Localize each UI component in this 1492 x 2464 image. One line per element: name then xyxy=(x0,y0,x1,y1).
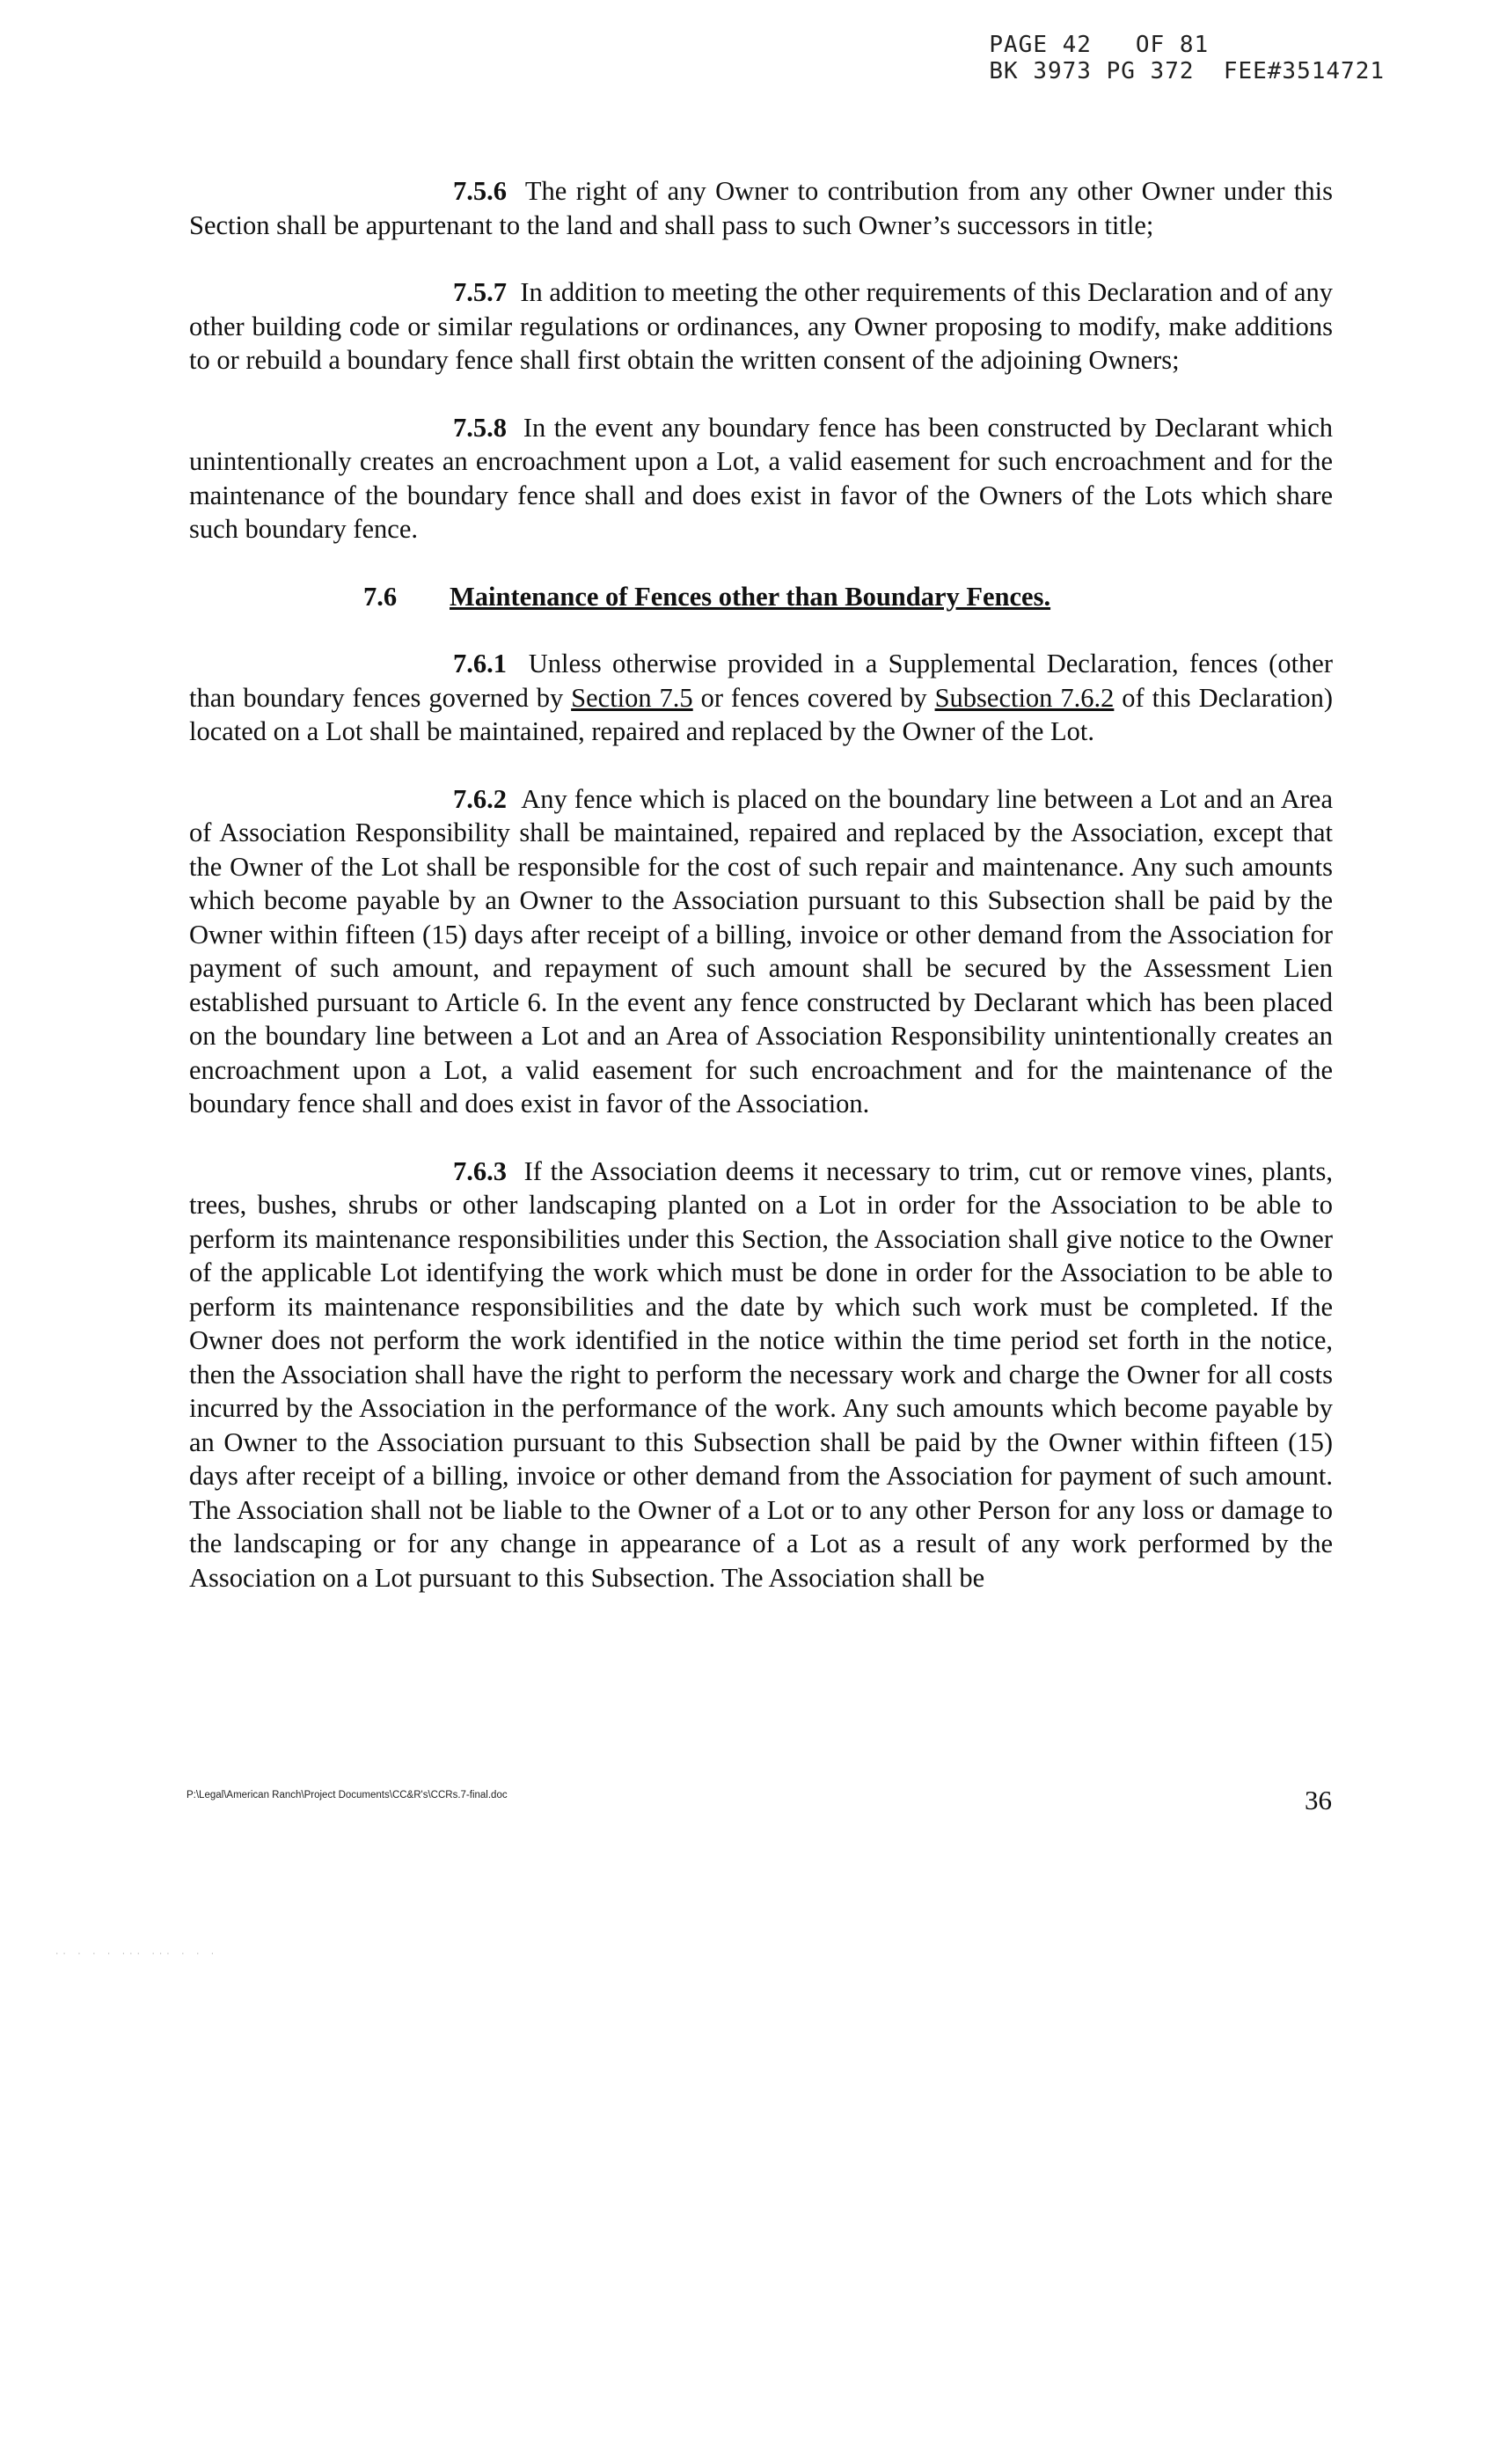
section-7-6-3 xyxy=(189,1155,1333,1595)
page-number: 36 xyxy=(1305,1785,1332,1815)
section-7-6-heading xyxy=(189,580,1333,614)
cross-reference-section-7-5: Section 7.5 xyxy=(571,682,693,713)
section-7-5-8 xyxy=(189,411,1333,546)
section-7-6-2 xyxy=(189,782,1333,1121)
section-text: Unless otherwise provided in a Supplemental Declaration, fences (other than boundary fences governed by xyxy=(189,649,1334,713)
section-text: If the Association deems it necessary to trim, cut or remove vines, plants, trees, bushes, shrubs or other landscaping planted on a Lot in order for the Association to be able to perform its maintenance responsibilities under this Section, the Association shall give notice to the Owner of the applicable Lot identifying the work which must be done in order for the Association to be able to perform its maintenance responsibilities and the date by which such work must be completed. If the Owner does not perform the work identified in the notice within the time period set forth in the notice, then the Association shall have the right to perform the necessary work and charge the Owner for all costs incurred by the Association in the performance of the work. Any such amounts which become payable by an Owner to the Association pursuant to this Subsection shall be paid by the Owner within fifteen (15) days after receipt of a billing, invoice or other demand from the Association for payment of such amount. The Association shall not be liable to the Owner of a Lot or to any other Person for any loss or damage to the landscaping or for any change in appearance of a Lot as a result of any work performed by the Association on a Lot pursuant to this Subsection. The Association shall be xyxy=(189,1155,1333,1593)
section-number: 7.6.3 xyxy=(453,1155,507,1186)
footer-file-path: P:\Legal\American Ranch\Project Documents\CC&R's\CCRs.7-final.doc xyxy=(186,1790,508,1800)
stamp-page-count: PAGE 42 OF 81 xyxy=(989,32,1210,58)
section-number: 7.5.6 xyxy=(453,176,507,206)
section-number: 7.5.7 xyxy=(453,277,507,307)
section-text: or fences covered by xyxy=(692,682,935,713)
heading-number: 7.6 xyxy=(363,581,398,612)
recording-stamp xyxy=(989,32,1385,84)
section-7-5-7 xyxy=(189,275,1333,378)
section-text: The right of any Owner to contribution from any other Owner under this Section shall be appurtenant to the land and shall pass to such Owner’s successors in title; xyxy=(189,176,1333,240)
section-text: of this Declaration) located on a Lot shall be maintained, repaired and replaced by the Owner of the Lot. xyxy=(189,682,1333,746)
section-7-5-6 xyxy=(189,174,1333,242)
heading-title: Maintenance of Fences other than Boundary Fences. xyxy=(450,581,1051,612)
section-text: Any fence which is placed on the boundary line between a Lot and an Area of Association Responsibility shall be maintained, repaired and replaced by the Association, except that the Owner of the Lot shall be responsible for the cost of such repair and maintenance. Any such amounts which become payable by an Owner to the Association pursuant to this Subsection shall be paid by the Owner within fifteen (15) days after receipt of a billing, invoice or other demand from the Association for payment of such amount, and repayment of such amount shall be secured by the Assessment Lien established pursuant to Article 6. In the event any fence constructed by Declarant which has been placed on the boundary line between a Lot and an Area of Association Responsibility unintentionally creates an encroachment upon a Lot, a valid easement for such encroachment and for the maintenance of the boundary fence shall and does exist in favor of the Association. xyxy=(189,783,1334,1118)
document-body xyxy=(189,174,1333,1628)
section-number: 7.5.8 xyxy=(453,412,507,443)
section-text: In the event any boundary fence has been constructed by Declarant which unintentionally creates an encroachment upon a Lot, a valid easement for such encroachment and for the maintenance of the boundary fence shall and does exist in favor of the Owners of the Lots which share such boundary fence. xyxy=(189,412,1333,544)
cross-reference-subsection-7-6-2: Subsection 7.6.2 xyxy=(934,682,1115,713)
section-7-6-1 xyxy=(189,647,1333,749)
section-number: 7.6.2 xyxy=(453,783,507,814)
stamp-book-page-fee: BK 3973 PG 372 FEE#3514721 xyxy=(989,58,1385,84)
section-text: In addition to meeting the other requirements of this Declaration and of any other building code or similar regulations or ordinances, any Owner proposing to modify, make additions to or rebuild a boundary fence shall first obtain the written consent of the adjoining Owners; xyxy=(189,277,1333,375)
scan-artifact: ·· · · · ··· ··· · · · xyxy=(55,1950,218,1959)
section-number: 7.6.1 xyxy=(453,649,507,678)
